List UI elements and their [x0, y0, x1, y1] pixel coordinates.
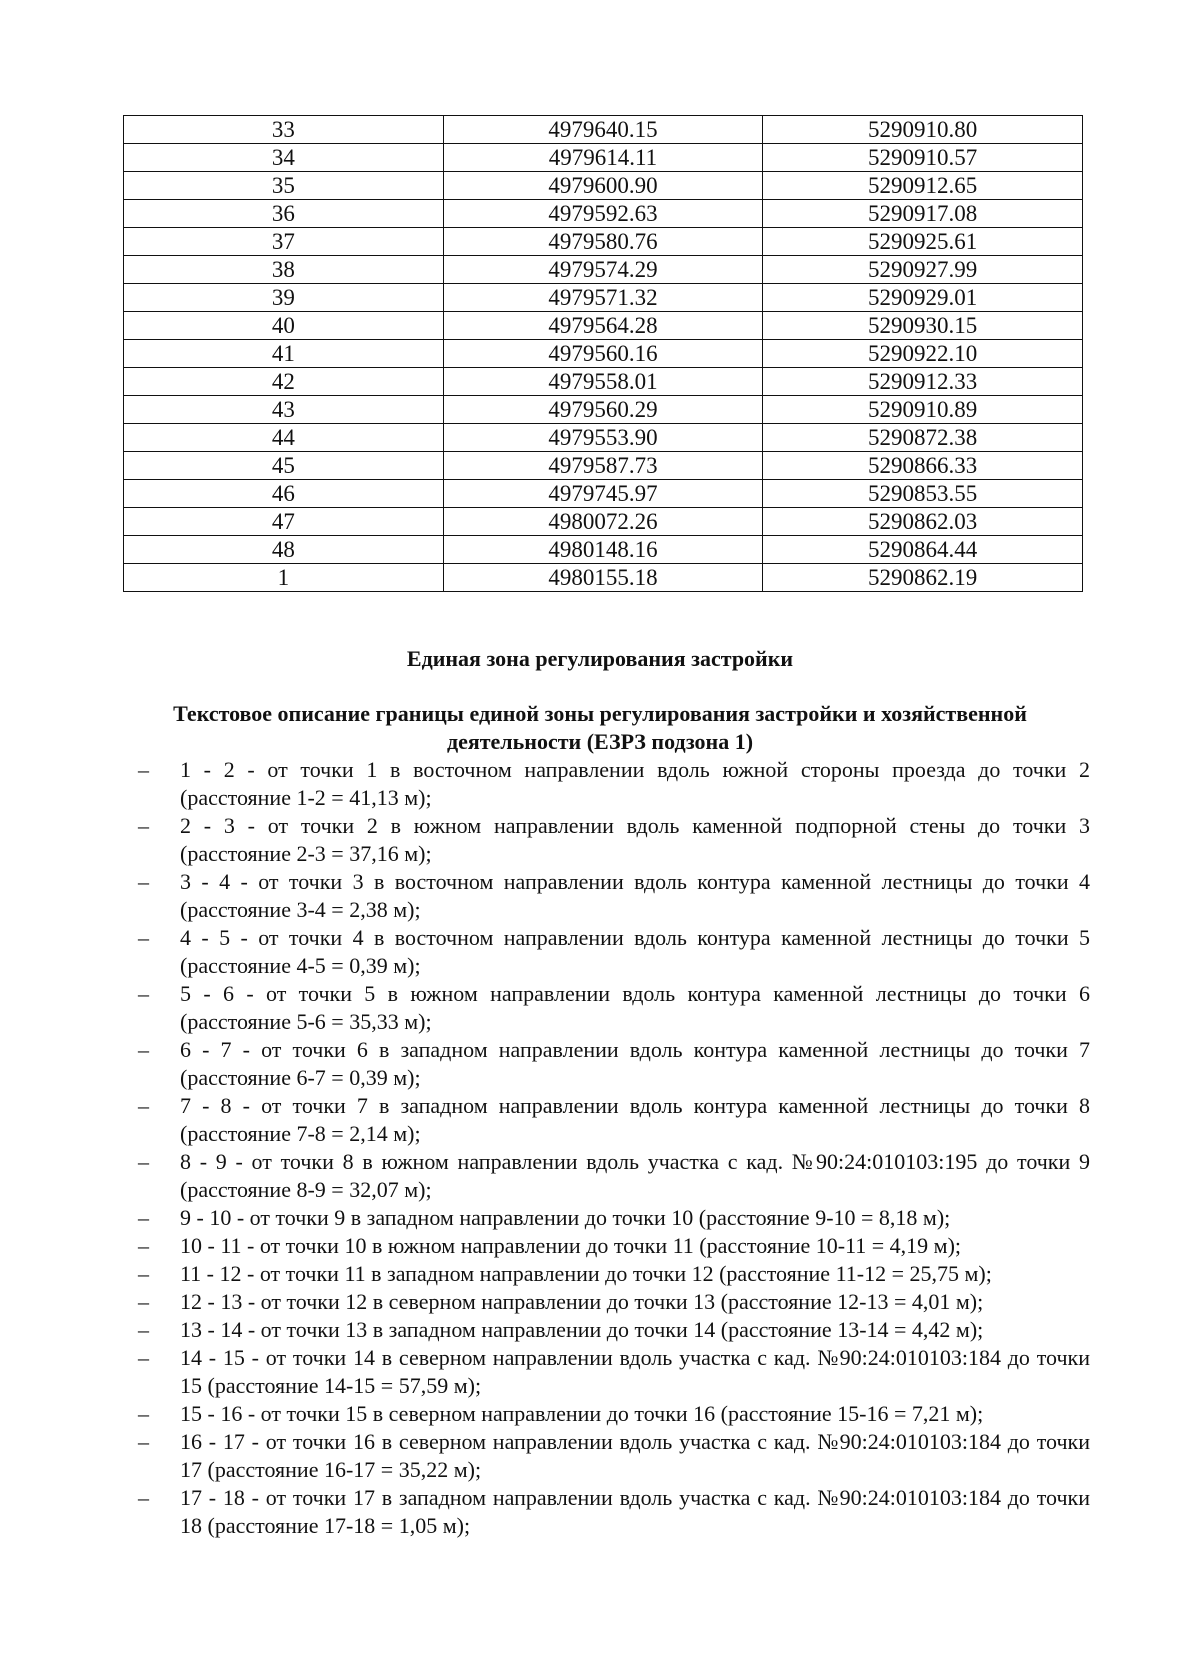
- table-row: [124, 536, 1083, 564]
- segment-text: 9 - 10 - от точки 9 в западном направлении до точки 10 (расстояние 9-10 = 8,18 м);: [180, 1205, 951, 1230]
- list-item: [130, 1260, 1090, 1288]
- y-coordinate-cell: 5290912.65: [763, 172, 1083, 200]
- table-row: [124, 256, 1083, 284]
- point-number-cell: 41: [124, 340, 444, 368]
- list-bullet: –: [138, 1233, 149, 1258]
- x-coordinate-cell: 4979587.73: [443, 452, 763, 480]
- list-item: [130, 924, 1090, 980]
- table-row: [124, 564, 1083, 592]
- segment-text: 16 - 17 - от точки 16 в северном направлении вдоль участка с кад. №90:24:010103:184 до точки 17 (расстояние 16-17 = 35,22 м);: [180, 1429, 1090, 1482]
- point-number-cell: 40: [124, 312, 444, 340]
- table-row: [124, 172, 1083, 200]
- list-bullet: –: [138, 869, 149, 894]
- list-item: [130, 1036, 1090, 1092]
- y-coordinate-cell: 5290910.89: [763, 396, 1083, 424]
- list-bullet: –: [138, 813, 149, 838]
- list-bullet: –: [138, 757, 149, 782]
- list-item: [130, 1232, 1090, 1260]
- segment-text: 15 - 16 - от точки 15 в северном направлении до точки 16 (расстояние 15-16 = 7,21 м);: [180, 1401, 984, 1426]
- coordinates-table: [123, 115, 1083, 592]
- x-coordinate-cell: 4979600.90: [443, 172, 763, 200]
- segment-text: 1 - 2 - от точки 1 в восточном направлении вдоль южной стороны проезда до точки 2 (расстояние 1-2 = 41,13 м);: [180, 757, 1090, 810]
- table-row: [124, 340, 1083, 368]
- table-row: [124, 144, 1083, 172]
- list-item: [130, 1148, 1090, 1204]
- y-coordinate-cell: 5290929.01: [763, 284, 1083, 312]
- y-coordinate-cell: 5290864.44: [763, 536, 1083, 564]
- table-row: [124, 452, 1083, 480]
- y-coordinate-cell: 5290910.57: [763, 144, 1083, 172]
- segment-text: 12 - 13 - от точки 12 в северном направлении до точки 13 (расстояние 12-13 = 4,01 м);: [180, 1289, 984, 1314]
- list-bullet: –: [138, 1149, 149, 1174]
- x-coordinate-cell: 4979745.97: [443, 480, 763, 508]
- segment-text: 11 - 12 - от точки 11 в западном направлении до точки 12 (расстояние 11-12 = 25,75 м);: [180, 1261, 992, 1286]
- point-number-cell: 45: [124, 452, 444, 480]
- list-item: [130, 1344, 1090, 1400]
- list-item: [130, 980, 1090, 1036]
- segment-text: 5 - 6 - от точки 5 в южном направлении вдоль контура каменной лестницы до точки 6 (расстояние 5-6 = 35,33 м);: [180, 981, 1090, 1034]
- coordinates-table-body: [124, 116, 1083, 592]
- x-coordinate-cell: 4979560.16: [443, 340, 763, 368]
- list-item: [130, 1316, 1090, 1344]
- boundary-segments-list: [130, 756, 1090, 1540]
- segment-text: 17 - 18 - от точки 17 в западном направлении вдоль участка с кад. №90:24:010103:184 до точки 18 (расстояние 17-18 = 1,05 м);: [180, 1485, 1090, 1538]
- table-row: [124, 200, 1083, 228]
- y-coordinate-cell: 5290910.80: [763, 116, 1083, 144]
- table-row: [124, 480, 1083, 508]
- point-number-cell: 36: [124, 200, 444, 228]
- list-bullet: –: [138, 1429, 149, 1454]
- point-number-cell: 33: [124, 116, 444, 144]
- x-coordinate-cell: 4979580.76: [443, 228, 763, 256]
- point-number-cell: 1: [124, 564, 444, 592]
- y-coordinate-cell: 5290930.15: [763, 312, 1083, 340]
- list-item: [130, 1400, 1090, 1428]
- table-row: [124, 424, 1083, 452]
- x-coordinate-cell: 4979571.32: [443, 284, 763, 312]
- list-bullet: –: [138, 1345, 149, 1370]
- point-number-cell: 46: [124, 480, 444, 508]
- point-number-cell: 37: [124, 228, 444, 256]
- x-coordinate-cell: 4979558.01: [443, 368, 763, 396]
- y-coordinate-cell: 5290925.61: [763, 228, 1083, 256]
- y-coordinate-cell: 5290862.19: [763, 564, 1083, 592]
- segment-text: 7 - 8 - от точки 7 в западном направлении вдоль контура каменной лестницы до точки 8 (расстояние 7-8 = 2,14 м);: [180, 1093, 1090, 1146]
- x-coordinate-cell: 4980155.18: [443, 564, 763, 592]
- y-coordinate-cell: 5290917.08: [763, 200, 1083, 228]
- y-coordinate-cell: 5290912.33: [763, 368, 1083, 396]
- list-item: [130, 1288, 1090, 1316]
- x-coordinate-cell: 4979592.63: [443, 200, 763, 228]
- x-coordinate-cell: 4979564.28: [443, 312, 763, 340]
- list-bullet: –: [138, 1317, 149, 1342]
- x-coordinate-cell: 4979553.90: [443, 424, 763, 452]
- x-coordinate-cell: 4980148.16: [443, 536, 763, 564]
- point-number-cell: 42: [124, 368, 444, 396]
- segment-text: 8 - 9 - от точки 8 в южном направлении вдоль участка с кад. №90:24:010103:195 до точки 9 (расстояние 8-9 = 32,07 м);: [180, 1149, 1090, 1202]
- point-number-cell: 39: [124, 284, 444, 312]
- list-bullet: –: [138, 981, 149, 1006]
- x-coordinate-cell: 4980072.26: [443, 508, 763, 536]
- table-row: [124, 228, 1083, 256]
- x-coordinate-cell: 4979574.29: [443, 256, 763, 284]
- description-title: Текстовое описание границы единой зоны регулирования застройки и хозяйственной деятельности (ЕЗРЗ подзона 1): [173, 701, 1027, 754]
- table-row: [124, 116, 1083, 144]
- list-item: [130, 1092, 1090, 1148]
- segment-text: 2 - 3 - от точки 2 в южном направлении вдоль каменной подпорной стены до точки 3 (расстояние 2-3 = 37,16 м);: [180, 813, 1090, 866]
- segment-text: 4 - 5 - от точки 4 в восточном направлении вдоль контура каменной лестницы до точки 5 (расстояние 4-5 = 0,39 м);: [180, 925, 1090, 978]
- list-bullet: –: [138, 1485, 149, 1510]
- table-row: [124, 284, 1083, 312]
- list-bullet: –: [138, 1289, 149, 1314]
- list-bullet: –: [138, 1261, 149, 1286]
- list-item: [130, 868, 1090, 924]
- list-item: [130, 1204, 1090, 1232]
- x-coordinate-cell: 4979640.15: [443, 116, 763, 144]
- y-coordinate-cell: 5290862.03: [763, 508, 1083, 536]
- segment-text: 14 - 15 - от точки 14 в северном направлении вдоль участка с кад. №90:24:010103:184 до точки 15 (расстояние 14-15 = 57,59 м);: [180, 1345, 1090, 1398]
- segment-text: 10 - 11 - от точки 10 в южном направлении до точки 11 (расстояние 10-11 = 4,19 м);: [180, 1233, 962, 1258]
- list-bullet: –: [138, 1401, 149, 1426]
- list-bullet: –: [138, 1205, 149, 1230]
- list-item: [130, 756, 1090, 812]
- y-coordinate-cell: 5290872.38: [763, 424, 1083, 452]
- point-number-cell: 44: [124, 424, 444, 452]
- x-coordinate-cell: 4979560.29: [443, 396, 763, 424]
- point-number-cell: 47: [124, 508, 444, 536]
- point-number-cell: 35: [124, 172, 444, 200]
- x-coordinate-cell: 4979614.11: [443, 144, 763, 172]
- list-item: [130, 812, 1090, 868]
- list-bullet: –: [138, 925, 149, 950]
- table-row: [124, 508, 1083, 536]
- zone-title: Единая зона регулирования застройки: [406, 646, 794, 671]
- table-row: [124, 368, 1083, 396]
- y-coordinate-cell: 5290927.99: [763, 256, 1083, 284]
- segment-text: 3 - 4 - от точки 3 в восточном направлении вдоль контура каменной лестницы до точки 4 (расстояние 3-4 = 2,38 м);: [180, 869, 1090, 922]
- table-row: [124, 396, 1083, 424]
- y-coordinate-cell: 5290866.33: [763, 452, 1083, 480]
- point-number-cell: 48: [124, 536, 444, 564]
- point-number-cell: 34: [124, 144, 444, 172]
- y-coordinate-cell: 5290853.55: [763, 480, 1083, 508]
- list-item: [130, 1428, 1090, 1484]
- point-number-cell: 38: [124, 256, 444, 284]
- point-number-cell: 43: [124, 396, 444, 424]
- list-bullet: –: [138, 1037, 149, 1062]
- list-bullet: –: [138, 1093, 149, 1118]
- segment-text: 6 - 7 - от точки 6 в западном направлении вдоль контура каменной лестницы до точки 7 (расстояние 6-7 = 0,39 м);: [180, 1037, 1090, 1090]
- table-row: [124, 312, 1083, 340]
- segment-text: 13 - 14 - от точки 13 в западном направлении до точки 14 (расстояние 13-14 = 4,42 м);: [180, 1317, 984, 1342]
- list-item: [130, 1484, 1090, 1540]
- y-coordinate-cell: 5290922.10: [763, 340, 1083, 368]
